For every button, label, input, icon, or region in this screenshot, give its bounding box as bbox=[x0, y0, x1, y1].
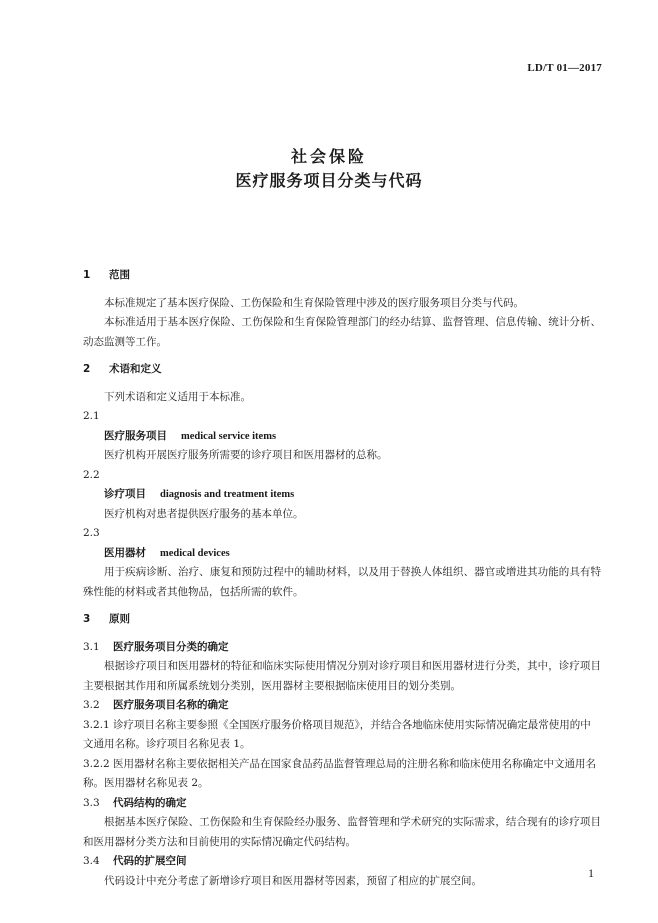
subsection-number: 3.3 bbox=[83, 796, 100, 809]
section-title: 术语和定义 bbox=[109, 363, 162, 375]
term-definition: 用于疾病诊断、治疗、康复和预防过程中的辅助材料，以及用于替换人体组织、器官或增进其功能的具有特殊性能的材料或者其他物品，包括所需的软件。 bbox=[83, 566, 601, 598]
clause-text: 诊疗项目名称主要参照《全国医疗服务价格项目规范》，并结合各地临床使用实际情况确定最常使用的中文通用名称。诊疗项目名称见表 1。 bbox=[83, 718, 591, 750]
document-title-line1: 社会保险 bbox=[290, 147, 367, 166]
term-title bbox=[83, 485, 601, 505]
subsection-number: 3.4 bbox=[83, 855, 100, 867]
paragraph: 本标准规定了基本医疗保险、工伤保险和生育保险管理中涉及的医疗服务项目分类与代码。 bbox=[104, 296, 524, 309]
subsection-title: 代码结构的确定 bbox=[113, 796, 187, 809]
section-title: 原则 bbox=[109, 613, 130, 625]
clause-text: 医用器材名称主要依据相关产品在国家食品药品监督管理总局的注册名称和临床使用名称确定中文通用名称。医用器材名称见表 2。 bbox=[83, 757, 596, 789]
term-number: 2.3 bbox=[83, 527, 100, 539]
subsection-heading bbox=[83, 852, 601, 872]
term-zh: 医疗服务项目 bbox=[104, 429, 167, 442]
paragraph: 根据诊疗项目和医用器材的特征和临床实际使用情况分别对诊疗项目和医用器材进行分类，其中，诊疗项目主要根据其作用和所属系统划分类别，医用器材主要根据临床使用目的划分类别。 bbox=[83, 660, 601, 692]
section-title: 范围 bbox=[109, 269, 130, 281]
term-definition: 医疗机构开展医疗服务所需要的诊疗项目和医用器材的总称。 bbox=[104, 449, 388, 461]
clause-3-2-2 bbox=[83, 755, 601, 794]
term-number: 2.1 bbox=[83, 410, 100, 422]
term-title bbox=[83, 544, 601, 564]
paragraph: 根据基本医疗保险、工伤保险和生育保险经办服务、监督管理和学术研究的实际需求，结合现有的诊疗项目和医用器材分类方法和目前使用的实际情况确定代码结构。 bbox=[83, 816, 601, 848]
term-entry bbox=[83, 407, 601, 466]
term-zh: 诊疗项目 bbox=[104, 488, 146, 500]
term-en: medical devices bbox=[160, 547, 230, 559]
paragraph: 本标准适用于基本医疗保险、工伤保险和生育保险管理部门的经办结算、监督管理、信息传输、统计分析、动态监测等工作。 bbox=[83, 316, 601, 348]
subsection-number: 3.2 bbox=[83, 699, 100, 711]
section-2-heading bbox=[83, 360, 601, 380]
term-entry bbox=[83, 466, 601, 525]
standard-number: LD/T 01—2017 bbox=[527, 62, 602, 74]
term-definition: 医疗机构对患者提供医疗服务的基本单位。 bbox=[104, 507, 304, 520]
term-en: medical service items bbox=[181, 430, 277, 442]
term-en: diagnosis and treatment items bbox=[160, 489, 295, 500]
term-title bbox=[83, 427, 601, 447]
subsection-title: 医疗服务项目分类的确定 bbox=[113, 640, 229, 653]
section-number: 3 bbox=[83, 613, 91, 625]
section-1-heading bbox=[83, 266, 601, 286]
document-body bbox=[83, 266, 601, 891]
paragraph: 代码设计中充分考虑了新增诊疗项目和医用器材等因素，预留了相应的扩展空间。 bbox=[104, 874, 482, 887]
term-zh: 医用器材 bbox=[104, 546, 146, 559]
section-number: 1 bbox=[83, 269, 91, 281]
subsection-heading bbox=[83, 696, 601, 716]
clause-number: 3.2.2 bbox=[83, 757, 110, 770]
subsection-heading bbox=[83, 638, 601, 658]
term-entry bbox=[83, 524, 601, 602]
section-number: 2 bbox=[83, 363, 91, 375]
subsection-title: 医疗服务项目名称的确定 bbox=[113, 699, 229, 711]
term-number: 2.2 bbox=[83, 468, 100, 481]
subsection-title: 代码的扩展空间 bbox=[113, 855, 187, 867]
section-3-heading bbox=[83, 610, 601, 630]
document-title-line2: 医疗服务项目分类与代码 bbox=[235, 171, 423, 190]
paragraph: 下列术语和定义适用于本标准。 bbox=[104, 390, 251, 403]
clause-3-2-1 bbox=[83, 716, 601, 755]
clause-number: 3.2.1 bbox=[83, 718, 110, 731]
subsection-number: 3.1 bbox=[83, 640, 100, 653]
page-number: 1 bbox=[588, 866, 594, 880]
subsection-heading bbox=[83, 794, 601, 814]
